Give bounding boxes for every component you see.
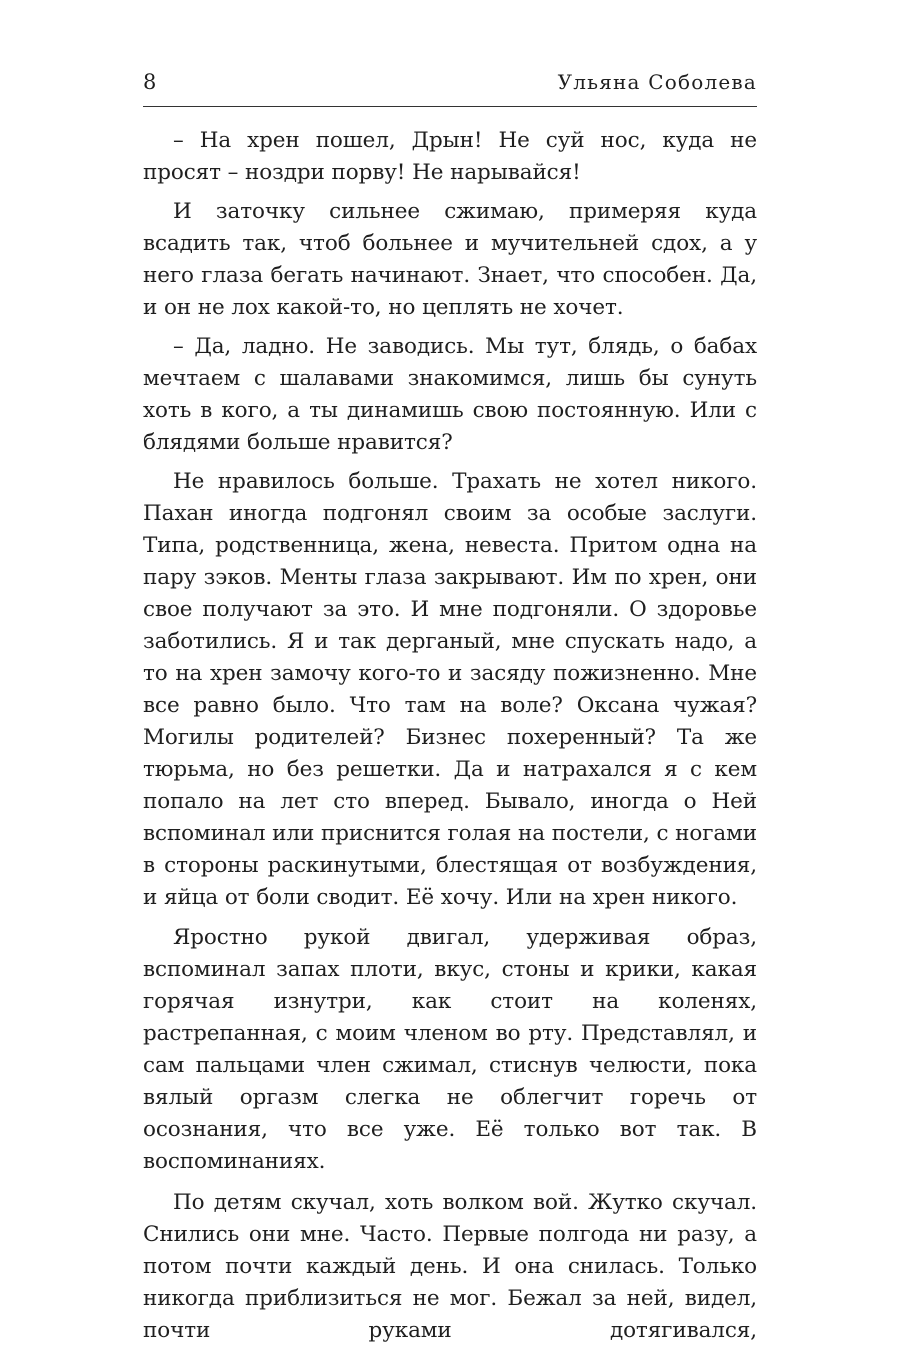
paragraph-3: – Да, ладно. Не заводись. Мы тут, блядь, о бабах мечтаем с шалавами знакомимся, лишь бы сунуть хоть в кого, а ты динамишь свою постоянную. Или с блядями больше нравится? [143, 334, 757, 455]
paragraph-6: По детям скучал, хоть волком вой. Жутко скучал. Снились они мне. Часто. Первые полгода ни разу, а потом почти каждый день. И она снилась. Только никогда приблизиться не мог. Бежал за ней, видел, почти руками дотягивался, [143, 1190, 757, 1343]
paragraph-1: – На хрен пошел, Дрын! Не суй нос, куда не просят – ноздри порву! Не нарывайся! [143, 128, 757, 185]
paragraph-4: Не нравилось больше. Трахать не хотел никого. Пахан иногда подгонял своим за особые заслуги. Типа, родственница, жена, невеста. Притом одна на пару зэков. Менты глаза закрывают. Им по хрен, они свое получают за это. И мне подгоняли. О здоровье заботились. Я и так дерганый, мне спускать надо, а то на хрен замочу кого-то и засяду пожизненно. Мне все равно было. Что там на воле? Оксана чужая? Могилы родителей? Бизнес похеренный? Та же тюрьма, но без решетки. Да и натрахался я с кем попало на лет сто вперед. Бывало, иногда о Ней вспоминал или приснится голая на постели, с ногами в стороны раскинутыми, блестящая от возбуждения, и яйца от боли сводит. Её хочу. Или на хрен никого. [143, 469, 757, 910]
page-number: 8 [143, 70, 157, 94]
paragraph-2: И заточку сильнее сжимаю, примеряя куда всадить так, чтоб больнее и мучительней сдох, а у него глаза бегать начинают. Знает, что способен. Да, и он не лох какой-то, но цеплять не хочет. [143, 199, 757, 320]
paragraph-5: Яростно рукой двигал, удерживая образ, вспоминал запах плоти, вкус, стоны и крики, какая горячая изнутри, как стоит на коленях, растрепанная, с моим членом во рту. Представлял, и сам пальцами член сжимал, стиснув челюсти, пока вялый оргазм слегка не облегчит горечь от осознания, что все уже. Её только вот так. В воспоминаниях. [143, 925, 757, 1174]
author-name: Ульяна Соболева [557, 70, 757, 94]
running-header [143, 66, 757, 107]
body-text [143, 125, 757, 1347]
